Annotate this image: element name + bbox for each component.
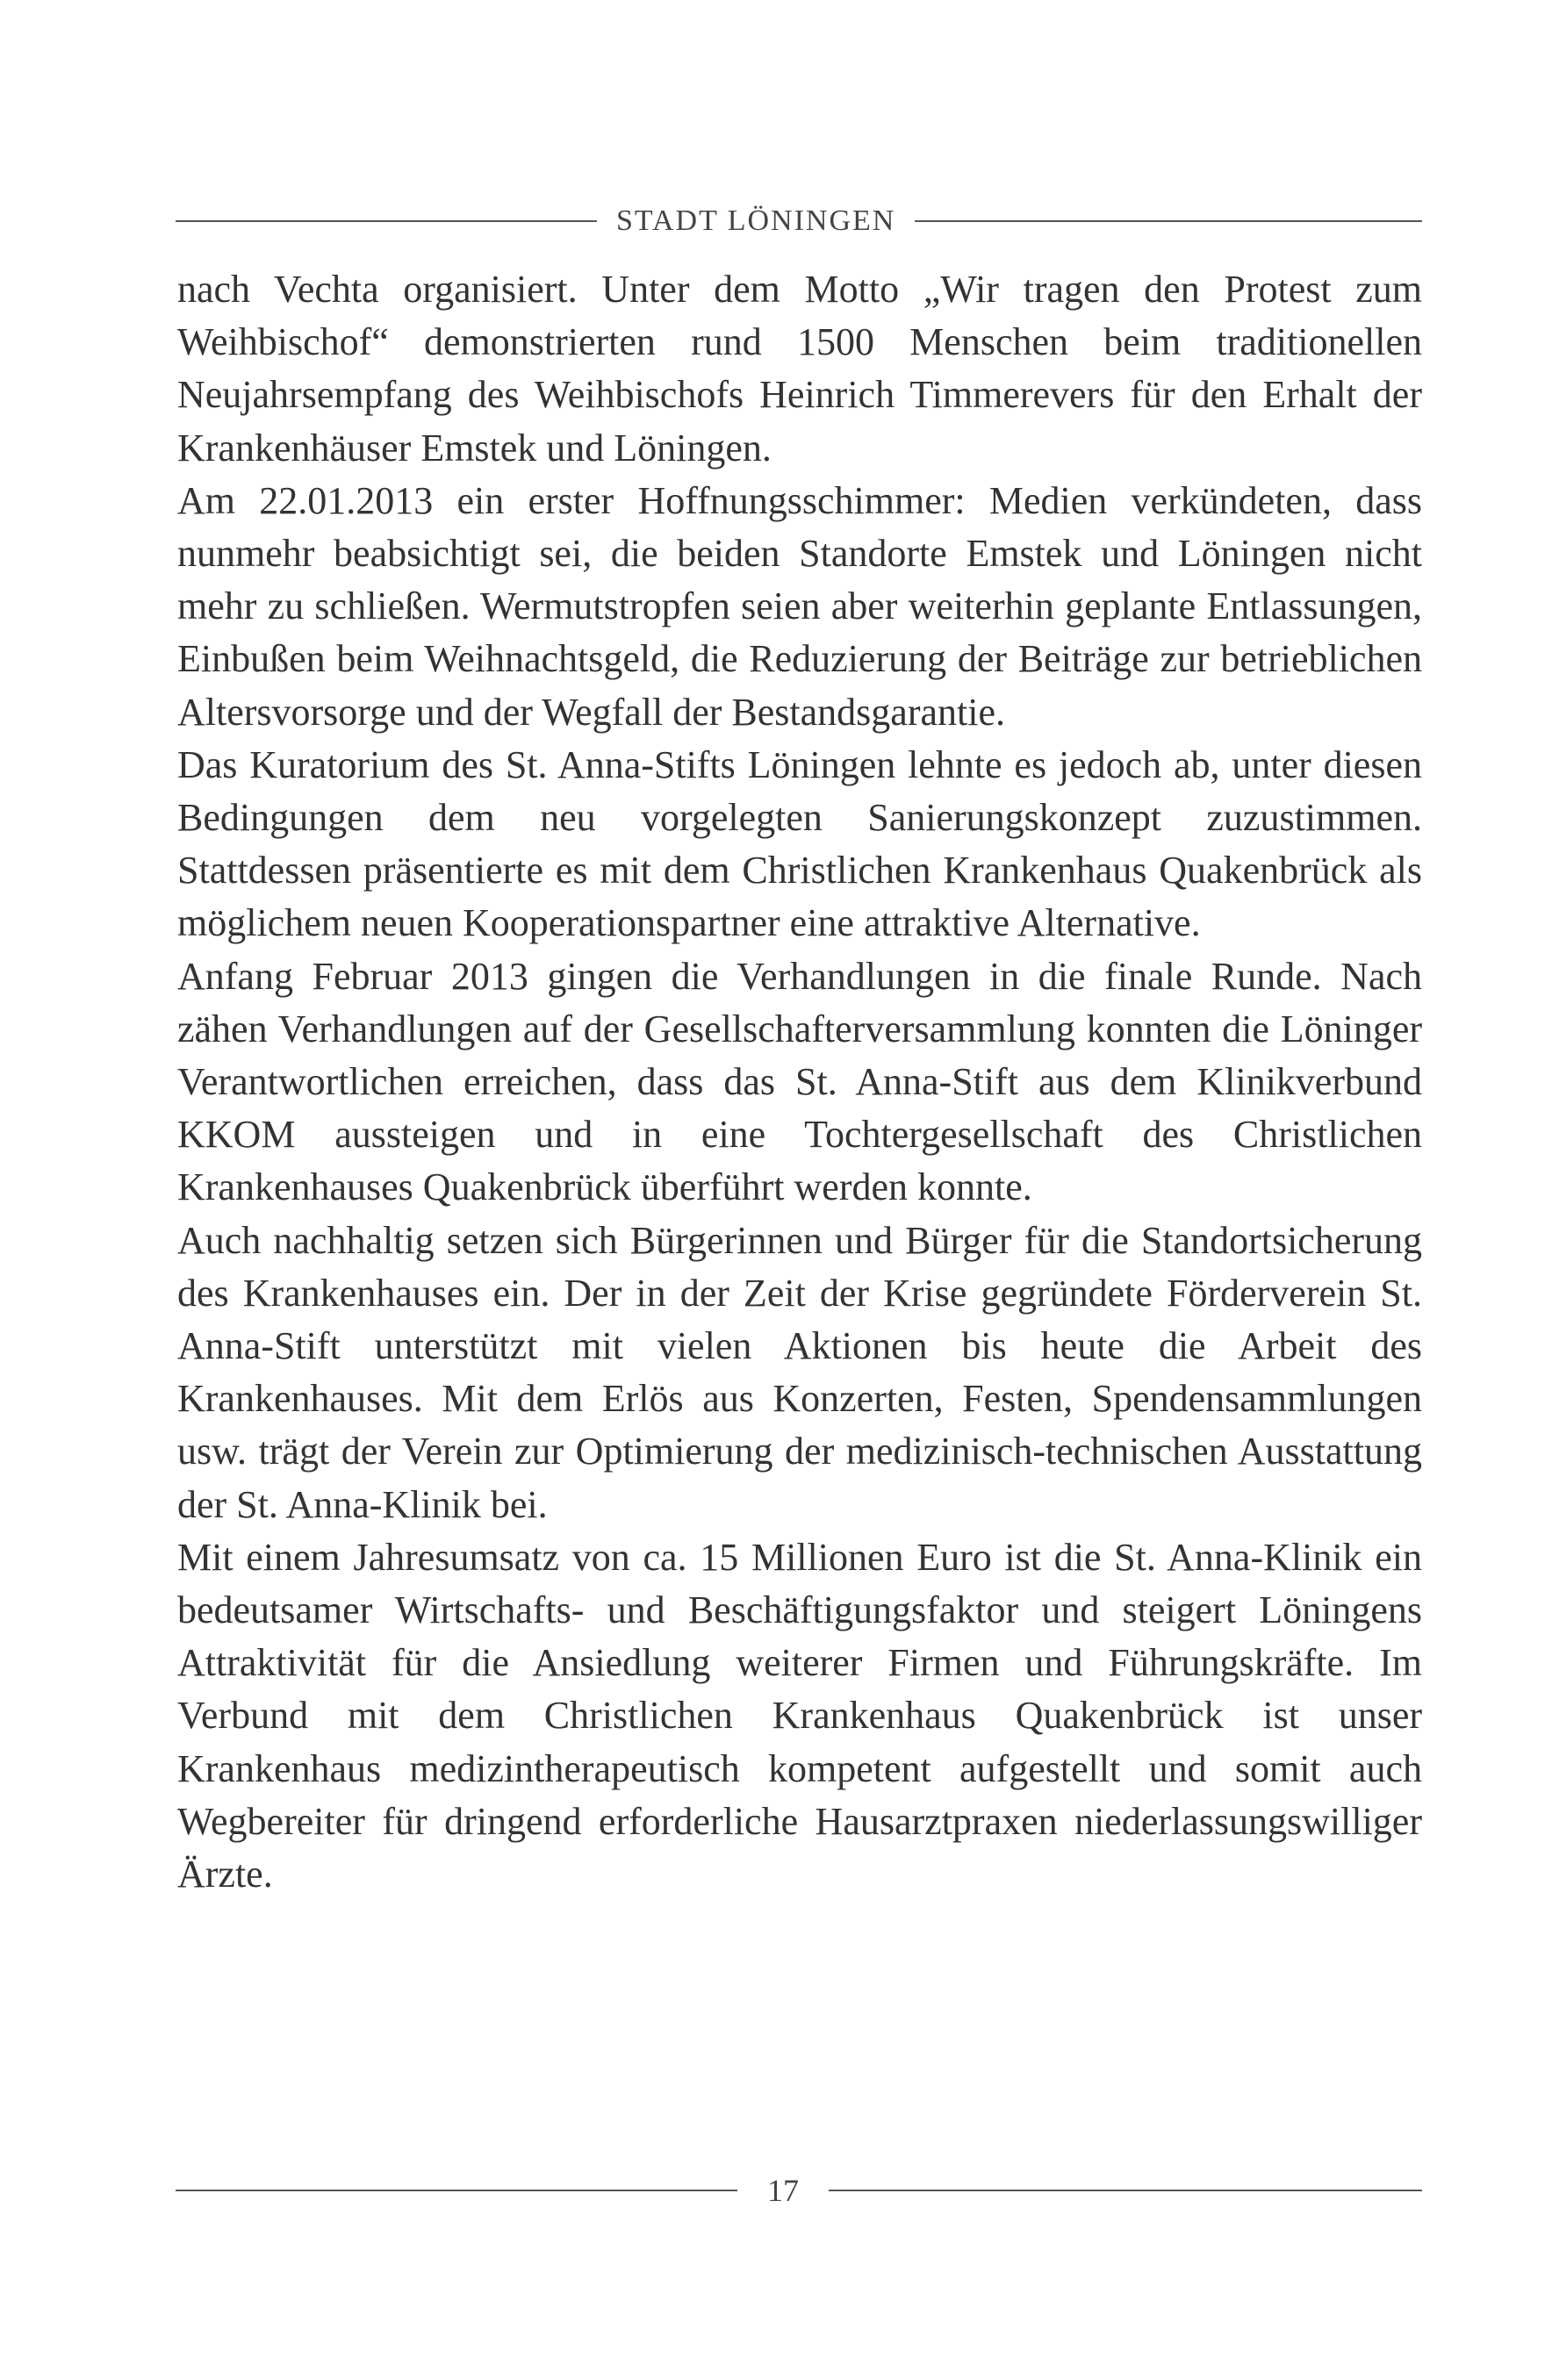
header-rule-left	[176, 220, 597, 222]
page-number: 17	[767, 2173, 799, 2208]
paragraph: nach Vechta organisiert. Unter dem Motto „Wir tragen den Protest zum Weihbischof“ demonstrierten rund 1500 Menschen beim traditionellen Neujahrsempfang des Weihbischofs Heinrich Timmerevers für den Erhalt der Krankenhäuser Emstek und Löningen.	[177, 268, 1422, 470]
paragraph: Mit einem Jahresumsatz von ca. 15 Millionen Euro ist die St. Anna-Klinik ein bedeutsamer Wirtschafts- und Beschäftigungsfaktor und steigert Löningens Attraktivität für die Ansiedlung weiterer Firmen und Führungskräfte. Im Verbund mit dem Christlichen Krankenhaus Quakenbrück ist unser Krankenhaus medizintherapeutisch kompetent aufgestellt und somit auch Wegbereiter für dringend erforderliche Hausarztpraxen niederlassungswilliger Ärzte.	[177, 1535, 1422, 1896]
header-rule-right	[915, 220, 1422, 222]
body-text	[177, 263, 1422, 1901]
footer-rule-left	[176, 2190, 737, 2191]
header-title: STADT LÖNINGEN	[616, 204, 896, 237]
footer-rule-right	[829, 2190, 1422, 2191]
paragraph: Am 22.01.2013 ein erster Hoffnungsschimmer: Medien verkündeten, dass nunmehr beabsichtigt sei, die beiden Standorte Emstek und Löningen nicht mehr zu schließen. Wermutstropfen seien aber weiterhin geplante Entlassungen, Einbußen beim Weihnachtsgeld, die Reduzierung der Beiträge zur betrieblichen Altersvorsorge und der Wegfall der Bestandsgarantie.	[177, 478, 1422, 734]
running-header	[176, 195, 1422, 247]
paragraph: Auch nachhaltig setzen sich Bürgerinnen und Bürger für die Standortsicherung des Krankenhauses ein. Der in der Zeit der Krise gegründete Förderverein St. Anna-Stift unterstützt mit vielen Aktionen bis heute die Arbeit des Krankenhauses. Mit dem Erlös aus Konzerten, Festen, Spendensammlungen usw. trägt der Verein zur Optimierung der medizinisch-technischen Ausstattung der St. Anna-Klinik bei.	[177, 1218, 1422, 1526]
paragraph: Anfang Februar 2013 gingen die Verhandlungen in die finale Runde. Nach zähen Verhandlungen auf der Gesellschafterversammlung konnten die Löninger Verantwortlichen erreichen, dass das St. Anna-Stift aus dem Klinikverbund KKOM aussteigen und in eine Tochtergesellschaft des Christlichen Krankenhauses Quakenbrück überführt werden konnte.	[177, 954, 1422, 1209]
paragraph: Das Kuratorium des St. Anna-Stifts Löningen lehnte es jedoch ab, unter diesen Bedingungen dem neu vorgelegten Sanierungskonzept zuzustimmen. Stattdessen präsentierte es mit dem Christlichen Krankenhaus Quakenbrück als möglichem neuen Kooperationspartner eine attraktive Alternative.	[177, 742, 1422, 945]
page-footer	[176, 2164, 1422, 2217]
